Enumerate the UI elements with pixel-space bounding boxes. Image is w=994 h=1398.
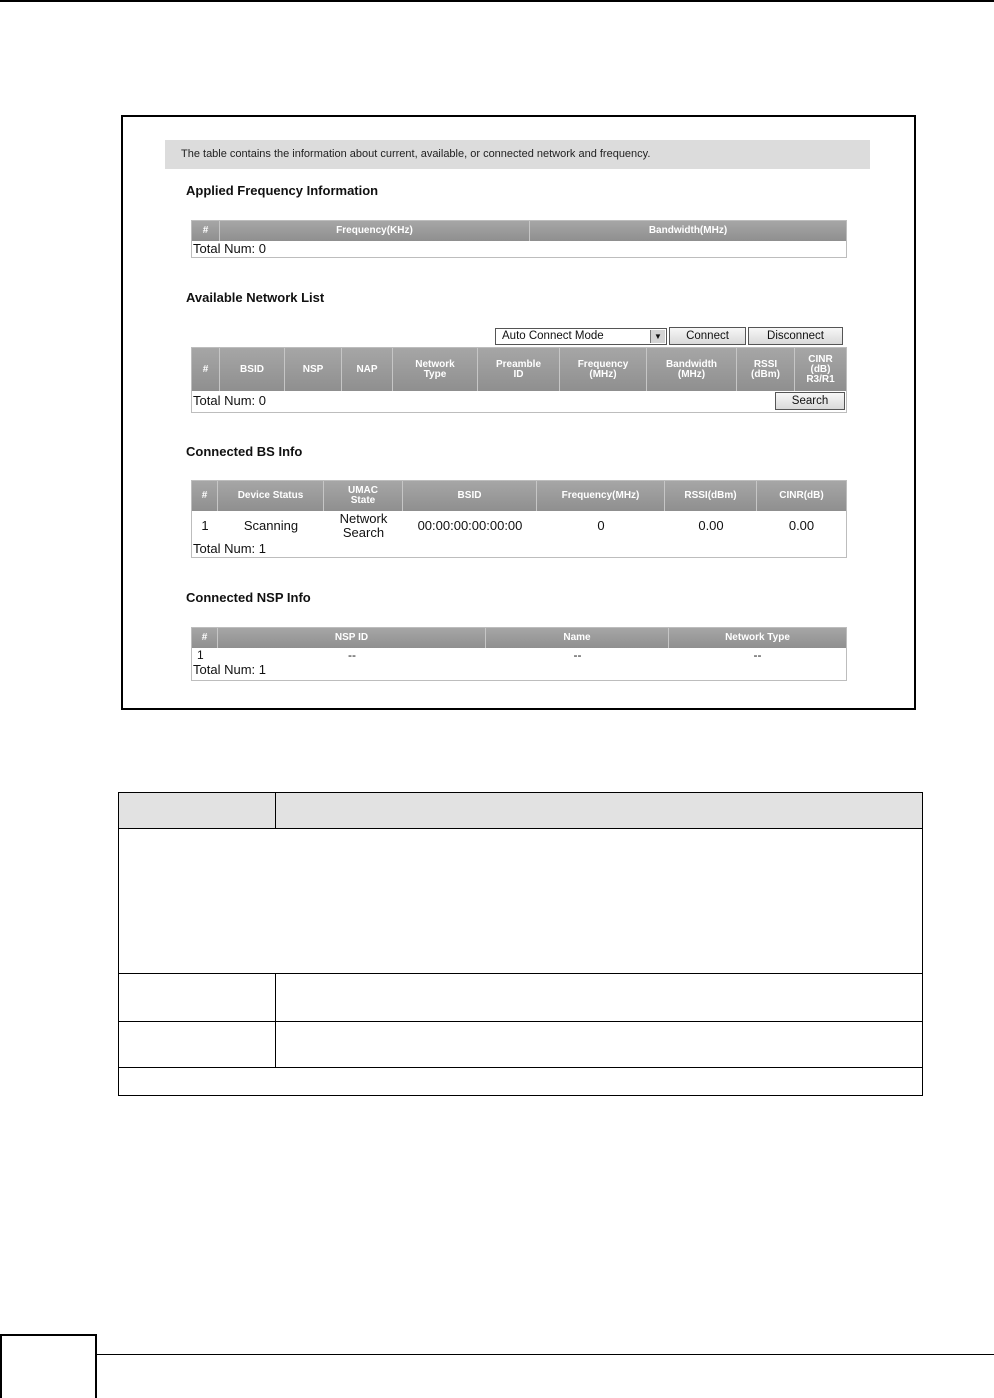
search-button[interactable]: Search [775,392,845,410]
row-divider [119,1067,922,1068]
available-network-table [191,347,847,413]
available-network-title: Available Network List [186,290,325,305]
cell-frequency: 0 [597,518,605,533]
col-header-rssi: RSSI (dBm) [737,348,795,391]
cell-nsp-id: -- [348,648,356,662]
col-header-bandwidth: Bandwidth(MHz) [648,225,728,236]
col-header-frequency: Frequency(MHz) [537,481,665,511]
col-header-cinr: CINR (dB) R3/R1 [806,353,835,385]
available-total-row [192,391,846,411]
col-header-bsid: BSID [220,348,285,391]
applied-frequency-title: Applied Frequency Information [186,183,379,198]
cell-umac-state: Network Search [339,511,388,540]
table-header [192,348,846,391]
table-header [192,221,846,241]
col-header-nsp: NSP [285,348,342,391]
col-header-frequency: Frequency(KHz) [220,221,530,241]
col-header-cinr: CINR(dB) [779,490,824,501]
col-header-umac-state: UMAC State [324,481,403,511]
cell-name: -- [573,648,582,662]
bs-total: Total Num: 1 [193,541,266,556]
cell-index: 1 [197,648,204,662]
col-header-index: # [192,221,220,241]
cell-bsid: 00:00:00:00:00:00 [417,518,523,533]
nsp-total: Total Num: 1 [193,662,266,677]
col-header-bsid: BSID [403,481,537,511]
col-header-index: # [192,348,220,391]
intro-banner: The table contains the information about current, available, or connected network and frequency. [165,140,870,169]
col-header-network-type: Network Type [725,632,790,643]
col-header-index: # [192,481,218,511]
description-table-header [119,793,922,829]
table-row [192,648,846,662]
col-header-name: Name [486,628,669,648]
column-divider [275,973,276,1067]
connected-nsp-table [191,627,847,681]
table-header [192,628,846,648]
header-divider [275,793,276,828]
col-header-nap: NAP [342,348,393,391]
connected-bs-table [191,480,847,558]
disconnect-button[interactable]: Disconnect [748,327,843,345]
connect-button[interactable]: Connect [669,327,746,345]
footer-rule [97,1354,994,1355]
col-header-device-status: Device Status [218,481,324,511]
table-row [192,511,846,541]
col-header-preamble-id: Preamble ID [478,348,560,391]
cell-rssi: 0.00 [698,518,724,533]
cell-cinr: 0.00 [788,518,815,533]
connected-bs-title: Connected BS Info [186,444,303,459]
col-header-index: # [192,628,218,648]
cell-index: 1 [201,518,209,533]
col-header-frequency: Frequency (MHz) [560,348,647,391]
cell-network-type: -- [753,648,762,662]
col-header-bandwidth: Bandwidth (MHz) [647,348,737,391]
applied-frequency-table [191,220,847,258]
cell-device-status: Scanning [243,518,299,533]
screenshot-frame [121,115,916,710]
available-total: Total Num: 0 [193,393,266,408]
field-description-table [118,792,923,1096]
connect-mode-select[interactable] [495,328,667,345]
table-header [192,481,846,511]
chevron-down-icon[interactable]: ▼ [650,330,665,343]
page-number-box [0,1334,97,1398]
applied-total: Total Num: 0 [193,241,266,256]
col-header-network-type: Network Type [393,348,478,391]
row-divider [119,1021,922,1022]
col-header-nsp-id: NSP ID [218,628,486,648]
row-divider [119,973,922,974]
connect-mode-value: Auto Connect Mode [502,330,604,342]
page-top-rule [0,0,994,2]
col-header-rssi: RSSI(dBm) [665,481,757,511]
connected-nsp-title: Connected NSP Info [186,590,311,605]
